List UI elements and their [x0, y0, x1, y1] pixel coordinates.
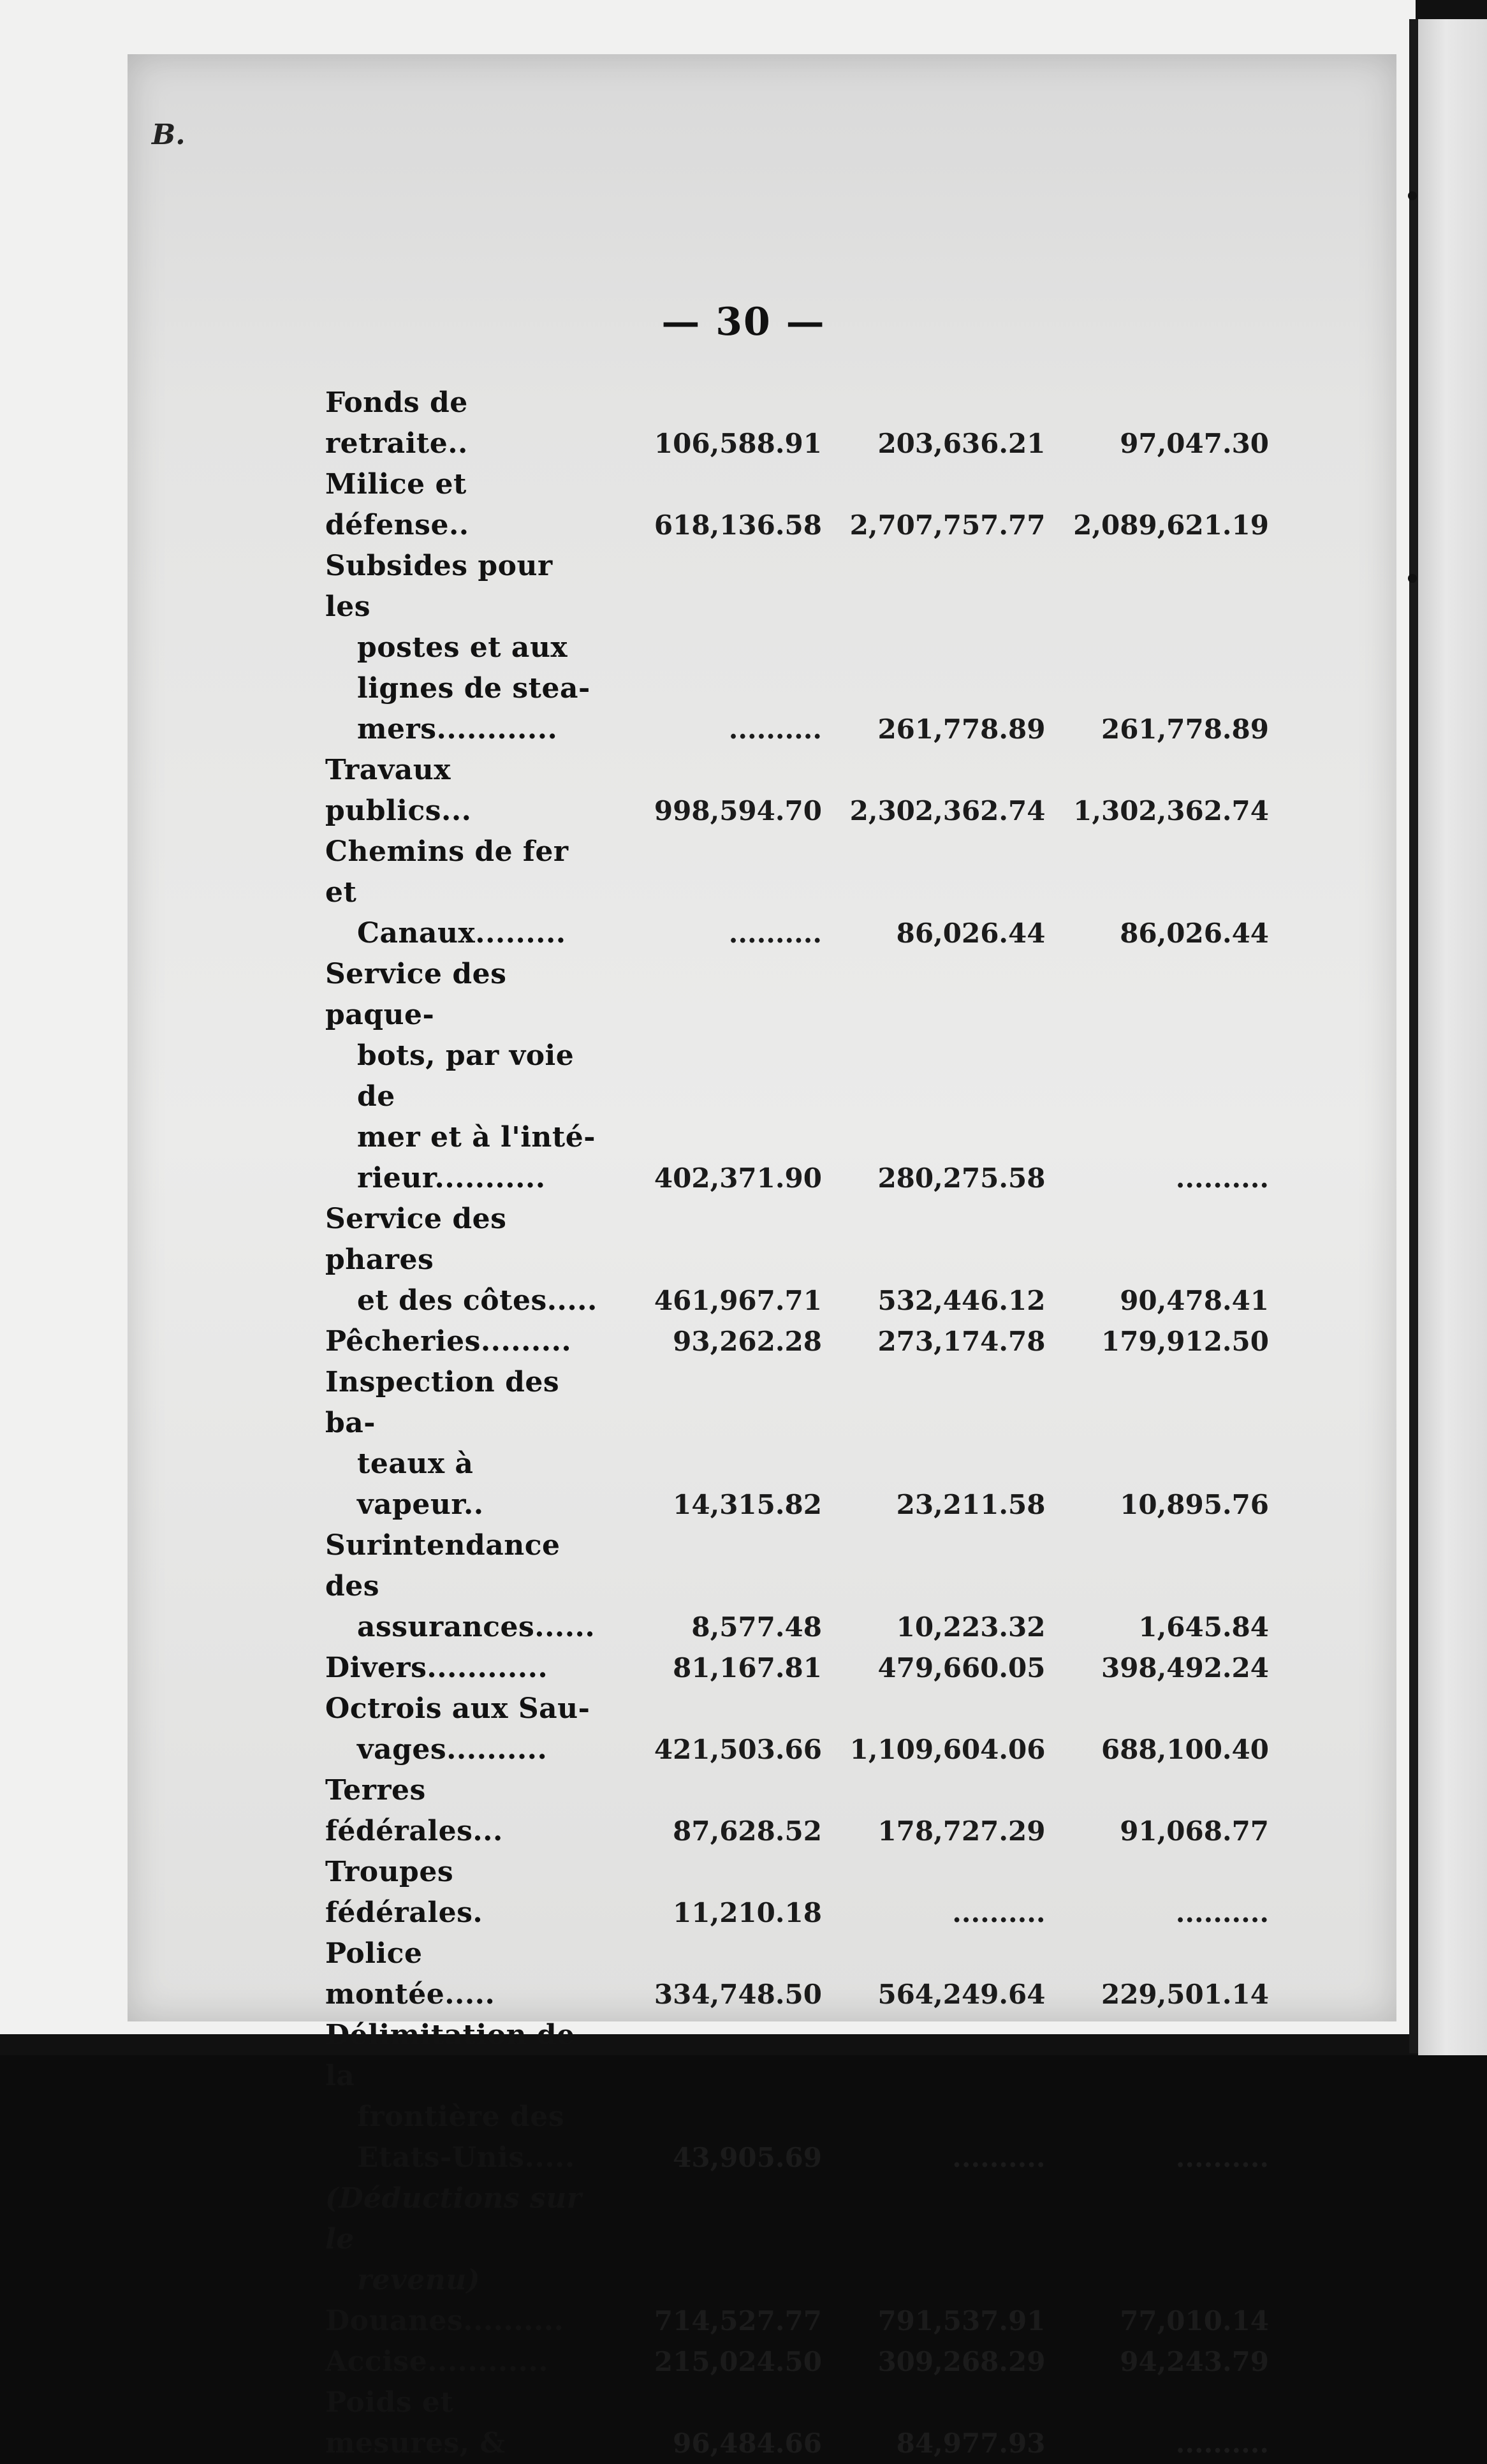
amount-cell: 309,268.29 [877, 2346, 1046, 2377]
row-label-line: Police montée..... [325, 1937, 495, 2011]
amount-cell: 421,503.66 [654, 1734, 822, 1765]
amount-cell: 261,778.89 [1101, 714, 1270, 745]
row-label [325, 1770, 598, 1852]
row-label-line: Subsides pour les [325, 550, 553, 623]
row-label [325, 2178, 598, 2301]
row-label-line: Douanes.......... [325, 2305, 564, 2337]
row-label-line: Poids et mesures, & [325, 2386, 506, 2460]
table-row [325, 954, 1269, 1199]
amount-cell: 229,501.14 [1101, 1979, 1270, 2010]
amount-cell: 97,047.30 [1120, 428, 1270, 459]
amount-cell: 106,588.91 [654, 428, 822, 459]
row-label-line: Divers............ [325, 1652, 548, 1684]
amount-cell: 94,243.79 [1120, 2346, 1270, 2377]
row-label [325, 546, 598, 750]
row-label [325, 1648, 598, 1689]
amount-cell: 714,527.77 [654, 2305, 822, 2336]
row-label-line: et des côtes..... [357, 1284, 597, 1317]
table-row [325, 464, 1269, 546]
amount-cell: 2,302,362.74 [849, 795, 1046, 826]
table-row [325, 1689, 1269, 1770]
amount-cell: 791,537.91 [877, 2305, 1046, 2336]
table-row [325, 2342, 1269, 2382]
margin-mark: B. [152, 119, 186, 151]
amount-cell: 8,577.48 [691, 1611, 822, 1643]
table-row [325, 832, 1269, 954]
table-row [325, 1852, 1269, 1933]
expenditure-table [325, 383, 1269, 2464]
row-label [325, 1362, 598, 1525]
amount-cell: 564,249.64 [877, 1979, 1046, 2010]
row-label-line: Fonds de retraite.. [325, 386, 468, 460]
amount-cell: 618,136.58 [654, 510, 822, 541]
row-label-line: lignes de stea- [357, 672, 590, 705]
row-label [325, 1199, 598, 1321]
amount-cell: 10,223.32 [896, 1611, 1046, 1643]
amount-cell: 86,026.44 [896, 918, 1046, 949]
amount-cell: 179,912.50 [1101, 1326, 1270, 1357]
table-row [325, 2178, 1269, 2301]
row-label-line: rieur........... [357, 1162, 546, 1194]
binding-dot [1408, 191, 1417, 200]
amount-cell: 23,211.58 [896, 1489, 1046, 1520]
table-row [325, 750, 1269, 832]
amount-cell: 1,645.84 [1138, 1611, 1270, 1643]
amount-cell: .......... [952, 2142, 1046, 2173]
row-label-line: mers............ [357, 713, 558, 745]
amount-cell: 87,628.52 [673, 1815, 822, 1847]
amount-cell: 2,707,757.77 [849, 510, 1046, 541]
amount-cell: 334,748.50 [654, 1979, 822, 2010]
row-label [325, 1852, 598, 1933]
amount-cell: 688,100.40 [1101, 1734, 1270, 1765]
row-label [325, 1525, 598, 1648]
amount-cell: 261,778.89 [877, 714, 1046, 745]
amount-cell: 203,636.21 [877, 428, 1046, 459]
row-label [325, 383, 598, 464]
row-label-line: Etats-Unis..... [357, 2141, 575, 2174]
amount-cell: 86,026.44 [1120, 918, 1270, 949]
table-row [325, 1321, 1269, 1362]
amount-cell: .......... [1175, 1897, 1270, 1928]
row-label [325, 2015, 598, 2178]
amount-cell: 398,492.24 [1101, 1652, 1270, 1683]
row-label [325, 1689, 598, 1770]
row-label-line: Délimitation de la [325, 2019, 575, 2092]
row-label [325, 464, 598, 546]
table-row [325, 1199, 1269, 1321]
table-row [325, 1648, 1269, 1689]
row-label-line: Pêcheries......... [325, 1325, 572, 1358]
row-label-line: bots, par voie de [357, 1039, 575, 1113]
row-label-line: Troupes fédérales. [325, 1856, 483, 1929]
table-row [325, 2382, 1269, 2464]
table-row [325, 383, 1269, 464]
amount-cell: .......... [728, 714, 822, 745]
amount-cell: 273,174.78 [877, 1326, 1046, 1357]
row-label-line: (Déductions sur le [325, 2182, 582, 2255]
row-label-line: Terres fédérales... [325, 1774, 503, 1847]
page-number: — 30 — [661, 300, 826, 344]
row-label-line: Travaux publics... [325, 754, 472, 827]
amount-cell: 93,262.28 [673, 1326, 822, 1357]
amount-cell: 479,660.05 [877, 1652, 1046, 1683]
amount-cell: 10,895.76 [1120, 1489, 1270, 1520]
row-label-line: Service des phares [325, 1203, 507, 1276]
row-label-line: Chemins de fer et [325, 835, 569, 909]
row-label-line: Surintendance des [325, 1529, 560, 1602]
row-label-line: teaux à vapeur.. [357, 1448, 484, 1521]
amount-cell: 77,010.14 [1120, 2305, 1270, 2336]
table-row [325, 1525, 1269, 1648]
amount-cell: 215,024.50 [654, 2346, 822, 2377]
amount-cell: 91,068.77 [1120, 1815, 1270, 1847]
table-row [325, 1770, 1269, 1852]
amount-cell: .......... [1175, 1162, 1270, 1194]
amount-cell: 14,315.82 [673, 1489, 822, 1520]
row-label [325, 2342, 598, 2382]
row-label [325, 750, 598, 832]
row-label [325, 1321, 598, 1362]
table-row [325, 546, 1269, 750]
amount-cell: 532,446.12 [877, 1285, 1046, 1316]
amount-cell: 90,478.41 [1120, 1285, 1270, 1316]
table-row [325, 2015, 1269, 2178]
row-label-line: postes et aux [357, 631, 568, 664]
amount-cell: 280,275.58 [877, 1162, 1046, 1194]
amount-cell: 81,167.81 [673, 1652, 822, 1683]
row-label [325, 954, 598, 1199]
amount-cell: 84,977.93 [896, 2428, 1046, 2459]
amount-cell: 1,302,362.74 [1073, 795, 1270, 826]
amount-cell: 178,727.29 [877, 1815, 1046, 1847]
table-row [325, 1362, 1269, 1525]
row-label-line: vages.......... [357, 1733, 548, 1766]
amount-cell: .......... [952, 1897, 1046, 1928]
amount-cell: .......... [728, 918, 822, 949]
row-label-line: Inspection des ba- [325, 1366, 560, 1439]
amount-cell: 402,371.90 [654, 1162, 822, 1194]
row-label-line: Octrois aux Sau- [325, 1692, 590, 1725]
amount-cell: .......... [1175, 2428, 1270, 2459]
row-label-line: Accise............ [325, 2345, 549, 2378]
amount-cell: 11,210.18 [673, 1897, 822, 1928]
amount-cell: 998,594.70 [654, 795, 822, 826]
row-label-line: Canaux......... [357, 917, 566, 950]
table-row [325, 1933, 1269, 2015]
table-row [325, 2301, 1269, 2342]
row-label [325, 2301, 598, 2342]
row-label [325, 2382, 598, 2464]
amount-cell: 1,109,604.06 [849, 1734, 1046, 1765]
row-label [325, 832, 598, 954]
row-label-line: revenu) [357, 2264, 481, 2296]
amount-cell: 2,089,621.19 [1073, 510, 1270, 541]
amount-cell: .......... [1175, 2142, 1270, 2173]
row-label [325, 1933, 598, 2015]
row-label-line: frontière des [357, 2101, 565, 2133]
row-label-line: Milice et défense.. [325, 468, 469, 541]
row-label-line: Service des paque- [325, 958, 507, 1031]
amount-cell: 96,484.66 [673, 2428, 822, 2459]
amount-cell: 43,905.69 [673, 2142, 822, 2173]
row-label-line: assurances...... [357, 1611, 596, 1643]
binding-dot [1408, 574, 1417, 583]
amount-cell: 461,967.71 [654, 1285, 822, 1316]
row-label-line: mer et à l'inté- [357, 1121, 596, 1154]
